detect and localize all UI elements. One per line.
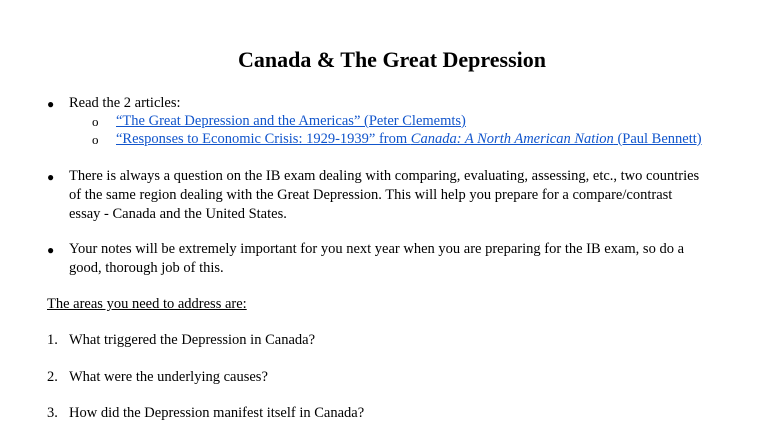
- bullet-marker: ●: [47, 97, 55, 111]
- article-link-1-container: [116, 112, 466, 130]
- article-link-2-book-title: Canada: A North American Nation: [410, 131, 614, 147]
- page-title: Canada & The Great Depression: [237, 47, 547, 72]
- article-link-2-part1: “Responses to Economic Crisis: 1929-1939” from: [116, 131, 411, 147]
- question-number: 3.: [47, 405, 58, 421]
- question-number: 2.: [47, 369, 58, 385]
- paragraph-line: There is always a question on the IB exam dealing with comparing, evaluating, assessing, etc., two countries: [69, 168, 700, 184]
- sub-bullet-marker: o: [92, 132, 99, 147]
- article-link-2-container: [116, 130, 702, 148]
- article-link-2-part2: (Paul Bennett): [613, 131, 702, 147]
- paragraph-line: Your notes will be extremely important for you next year when you are preparing for the IB exam, so do a: [69, 241, 685, 257]
- question-text: What were the underlying causes?: [69, 369, 268, 385]
- paragraph-line: of the same region dealing with the Great Depression. This will help you prepare for a compare/contrast: [69, 187, 673, 203]
- question-text: What triggered the Depression in Canada?: [69, 332, 316, 348]
- article-link-responses-economic-crisis[interactable]: [116, 131, 702, 147]
- areas-heading: The areas you need to address are:: [47, 296, 247, 312]
- sub-bullet-marker: o: [92, 114, 99, 129]
- paragraph-line: good, thorough job of this.: [69, 260, 224, 276]
- question-text: How did the Depression manifest itself in Canada?: [69, 405, 365, 421]
- bullet-text-read-articles: Read the 2 articles:: [69, 95, 181, 111]
- bullet-marker: ●: [47, 170, 55, 184]
- question-number: 1.: [47, 332, 58, 348]
- bullet-marker: ●: [47, 243, 55, 257]
- paragraph-line: essay - Canada and the United States.: [69, 206, 287, 222]
- article-link-great-depression-americas[interactable]: “The Great Depression and the Americas” (Peter Clememts): [116, 113, 466, 129]
